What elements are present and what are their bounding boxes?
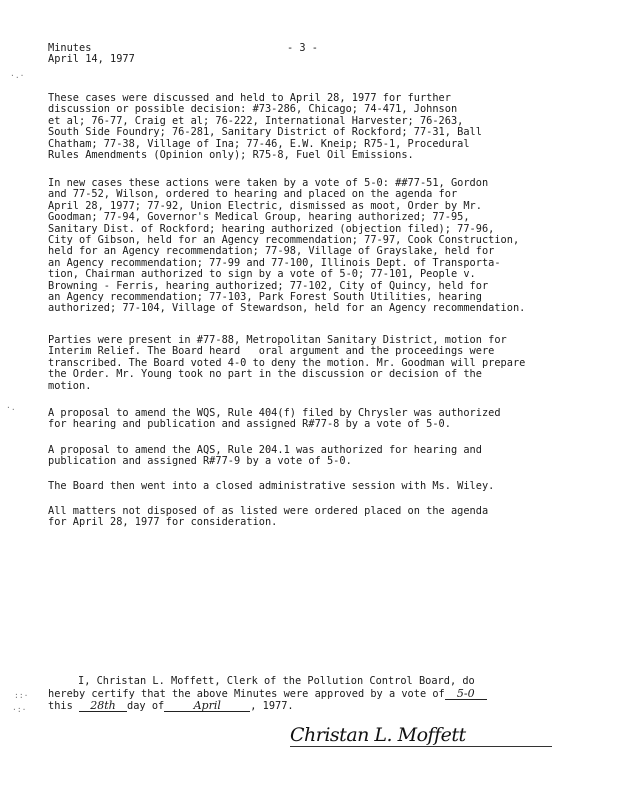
scan-speck: ·.·: [10, 71, 25, 80]
handwritten-day: 28th: [79, 700, 127, 712]
paragraph-remaining-matters: [48, 506, 608, 529]
text-line: tion, Chairman authorized to sign by a vote of 5-0; 77-101, People v.: [48, 268, 476, 281]
text-line: Sanitary Dist. of Rockford; hearing authorized (objection filed); 77-96,: [48, 222, 495, 235]
text-line: A proposal to amend the WQS, Rule 404(f) filed by Chrysler was authorized: [48, 407, 501, 419]
text-line: The Board then went into a closed administrative session with Ms. Wiley.: [48, 480, 495, 492]
text-line: and 77-52, Wilson, ordered to hearing and placed on the agenda for: [48, 188, 458, 201]
text-line: for April 28, 1977 for consideration.: [48, 516, 278, 529]
paragraph-aqs-proposal: [48, 445, 608, 468]
certification-line-1: I, Christan L. Moffett, Clerk of the Pollution Control Board, do: [78, 675, 475, 687]
paragraph-new-cases: [48, 178, 608, 315]
scan-speck: ·.: [6, 403, 16, 412]
text-line: A proposal to amend the AQS, Rule 204.1 was authorized for hearing and: [48, 444, 482, 456]
certification-line-3: [48, 700, 294, 712]
minutes-date: April 14, 1977: [48, 53, 135, 65]
signature-line: [290, 746, 552, 747]
text-line: Browning - Ferris, hearing authorized; 77-102, City of Quincy, held for: [48, 279, 489, 292]
text-line: et al; 76-77, Craig et al; 76-222, International Harvester; 76-263,: [48, 114, 464, 127]
text-line: an Agency recommendation; 77-99 and 77-100, Illinois Dept. of Transporta-: [48, 256, 501, 269]
signature: Christan L. Moffett: [290, 724, 466, 746]
text-line: City of Gibson, held for an Agency recommendation; 77-97, Cook Construction,: [48, 233, 520, 246]
paragraph-closed-session: [48, 481, 608, 492]
scan-speck: ::·: [14, 691, 29, 700]
text-line: These cases were discussed and held to April 28, 1977 for further: [48, 92, 451, 104]
text-line: South Side Foundry; 76-281, Sanitary District of Rockford; 77-31, Ball: [48, 126, 482, 139]
certification-year: , 1977.: [250, 700, 294, 712]
text-line: Interim Relief. The Board heard oral argument and the proceedings were: [48, 345, 495, 358]
certification-text: hereby certify that the above Minutes were approved by a vote of: [48, 688, 445, 700]
minutes-title: Minutes: [48, 42, 92, 54]
text-line: for hearing and publication and assigned R#77-8 by a vote of 5-0.: [48, 418, 451, 431]
text-line: publication and assigned R#77-9 by a vote of 5-0.: [48, 455, 352, 468]
certification-day-of: day of: [127, 700, 165, 712]
text-line: discussion or possible decision: #73-286, Chicago; 74-471, Johnson: [48, 103, 458, 116]
text-line: In new cases these actions were taken by a vote of 5-0: ##77-51, Gordon: [48, 177, 489, 189]
text-line: April 28, 1977; 77-92, Union Electric, dismissed as moot, Order by Mr.: [48, 199, 482, 212]
text-line: transcribed. The Board voted 4-0 to deny the motion. Mr. Goodman will prepare: [48, 356, 526, 369]
certification-this: this: [48, 700, 73, 712]
text-line: the Order. Mr. Young took no part in the discussion or decision of the: [48, 368, 482, 381]
text-line: Parties were present in #77-88, Metropolitan Sanitary District, motion for: [48, 334, 507, 346]
handwritten-month: April: [164, 700, 250, 712]
text-line: All matters not disposed of as listed were ordered placed on the agenda: [48, 505, 489, 517]
text-line: Chatham; 77-38, Village of Ina; 77-46, E.W. Kneip; R75-1, Procedural: [48, 137, 470, 150]
text-line: authorized; 77-104, Village of Stewardson, held for an Agency recommendation.: [48, 302, 526, 315]
scan-speck: ·:·: [12, 705, 27, 714]
page-number: - 3 -: [287, 42, 318, 54]
handwritten-vote: 5-0: [445, 688, 487, 700]
signature-area: [290, 724, 552, 746]
text-line: an Agency recommendation; 77-103, Park Forest South Utilities, hearing: [48, 290, 482, 303]
text-line: Goodman; 77-94, Governor's Medical Group, hearing authorized; 77-95,: [48, 211, 470, 224]
paragraph-wqs-proposal: [48, 408, 608, 431]
text-line: Rules Amendments (Opinion only); R75-8, Fuel Oil Emissions.: [48, 148, 414, 161]
text-line: held for an Agency recommendation; 77-98, Village of Grayslake, held for: [48, 245, 495, 258]
paragraph-continued-cases: [48, 93, 608, 161]
text-line: motion.: [48, 379, 92, 392]
paragraph-metropolitan: [48, 335, 608, 392]
